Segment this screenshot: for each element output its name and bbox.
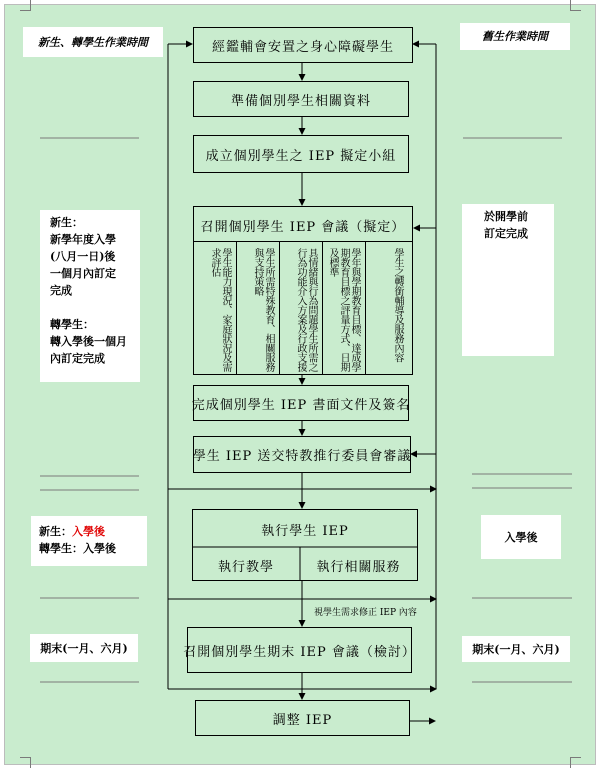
transfer-line: 內訂定完成 xyxy=(50,352,105,365)
transfer-line: 轉入學後一個月 xyxy=(50,335,127,348)
meeting-items-divider xyxy=(322,241,323,374)
left-heading-note xyxy=(23,27,163,57)
meeting-items-divider-top xyxy=(193,241,413,242)
meeting-item-goals: 學年與學期教育目標、達成學期教育目標之評量方式、日期及標準 xyxy=(327,248,360,372)
right-timing-note xyxy=(462,204,554,356)
after-new-red: 入學後 xyxy=(72,525,105,538)
left-term-end-note xyxy=(30,634,138,662)
execute-iep-title: 執行學生 IEP xyxy=(261,524,349,539)
newstudent-line: (八月一日)後 xyxy=(50,250,116,263)
execute-teaching: 執行教學 xyxy=(217,560,274,575)
newstudent-line: 完成 xyxy=(50,284,72,297)
flow-step-prepare-data xyxy=(193,81,409,117)
execute-services: 執行相關服務 xyxy=(316,560,401,575)
right-before-line: 於開學前 xyxy=(484,210,528,223)
right-heading-note xyxy=(460,23,570,50)
left-timing-note xyxy=(40,210,140,382)
iep-meeting-title: 召開個別學生 IEP 會議（擬定） xyxy=(200,220,406,235)
right-before-line: 訂定完成 xyxy=(484,227,528,240)
right-after-note xyxy=(481,515,561,559)
meeting-item-assessment: 學生能力現況、家庭狀況及需求評估 xyxy=(209,248,231,372)
right-term-end-note xyxy=(462,636,570,662)
adjust-iep-label: 調整 IEP xyxy=(272,712,333,728)
meeting-items-divider xyxy=(236,241,237,374)
left-term-end-text: 期末(一月、六月) xyxy=(40,641,128,655)
transfer-title: 轉學生： xyxy=(50,318,94,331)
meeting-item-behavior: 具情緒與行為問題學生所需之行為功能介入方案及行政支援 xyxy=(295,248,317,372)
revise-iep-note: 視學生需求修正 IEP 內容 xyxy=(314,608,417,618)
review-meeting-label: 召開個別學生期末 IEP 會議（檢討） xyxy=(183,644,416,660)
after-transfer: 轉學生：入學後 xyxy=(39,542,116,555)
flow-step-adjust-iep xyxy=(195,700,410,736)
left-after-enrollment-note xyxy=(31,516,147,566)
meeting-items-divider xyxy=(279,241,280,374)
left-heading-text: 新生、轉學生作業時間 xyxy=(38,35,148,49)
meeting-item-transition: 學生之轉銜輔導及服務內容 xyxy=(392,248,403,362)
meeting-item-services: 學生所需特殊教育、相關服務與支持策略 xyxy=(252,248,274,372)
meeting-items-divider xyxy=(365,241,366,374)
flow-step-placement-label: 經鑑輔會安置之身心障礙學生 xyxy=(211,39,394,55)
flow-step-placement xyxy=(193,27,413,63)
flow-step-form-team xyxy=(193,135,409,173)
right-term-end-text: 期末(一月、六月) xyxy=(472,642,560,656)
newstudent-line: 新學年度入學 xyxy=(50,233,116,246)
newstudent-title: 新生： xyxy=(50,216,83,229)
right-after-text: 入學後 xyxy=(504,530,538,544)
flow-step-review-meeting xyxy=(183,627,416,673)
flow-step-committee-review xyxy=(193,436,411,473)
right-heading-text: 舊生作業時間 xyxy=(482,30,548,43)
flow-step-form-team-label: 成立個別學生之 IEP 擬定小組 xyxy=(205,148,397,164)
committee-review-label: 學生 IEP 送交特教推行委員會審議 xyxy=(192,449,412,464)
after-new-prefix: 新生： xyxy=(39,525,72,538)
complete-document-label: 完成個別學生 IEP 書面文件及簽名 xyxy=(191,397,411,413)
newstudent-line: 一個月內訂定 xyxy=(50,267,116,280)
flow-step-prepare-label: 準備個別學生相關資料 xyxy=(230,93,371,109)
flow-step-complete-document xyxy=(193,385,409,421)
